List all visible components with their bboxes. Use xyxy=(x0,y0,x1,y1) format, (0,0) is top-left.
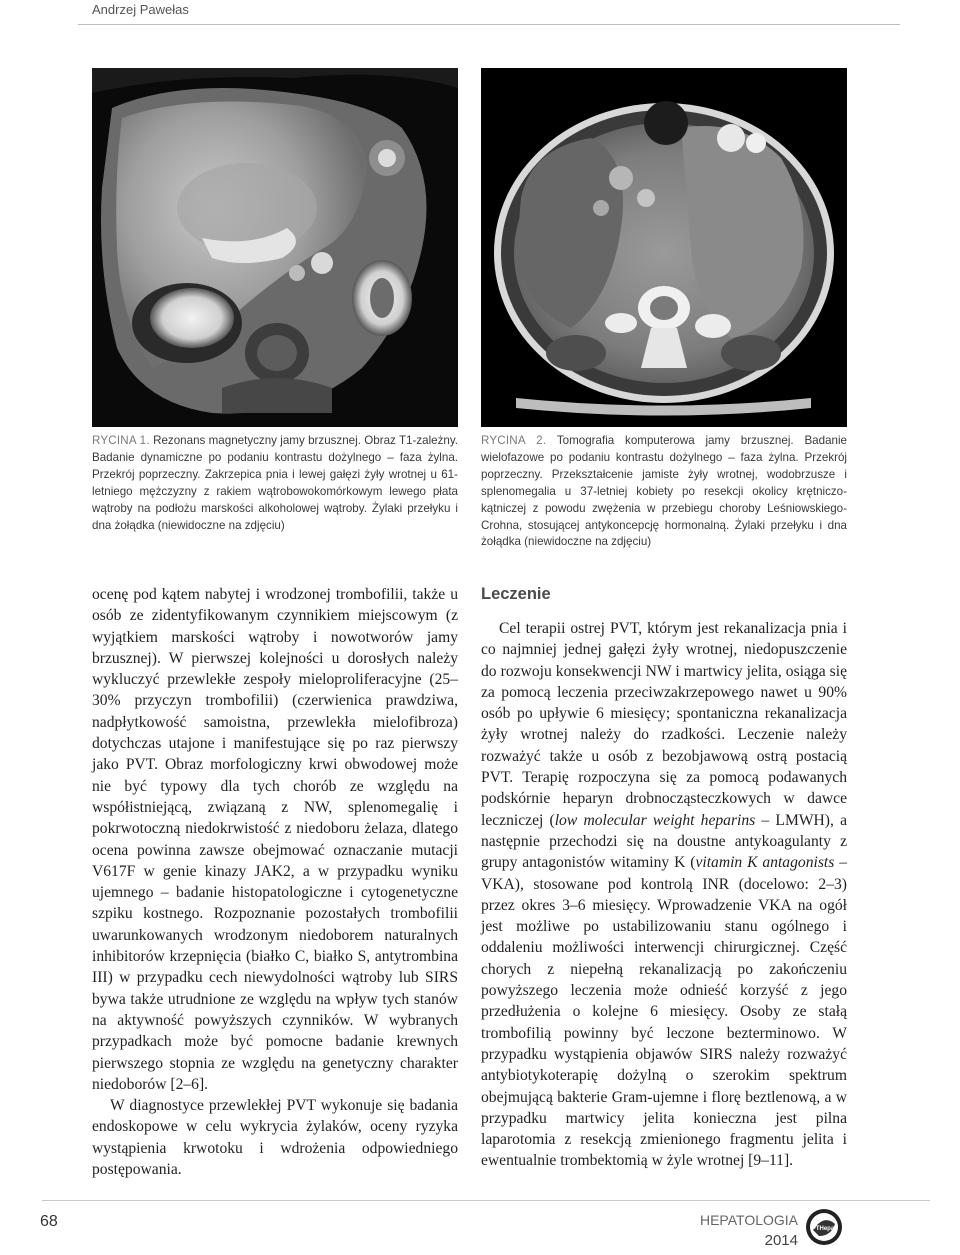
figure-2-caption-text: Tomografia komputerowa jamy brzusznej. Badanie wielofazowe po podaniu kontrastu dożylnego – faza żylna. Przekrój poprzeczny. Przekształcenie jamiste żyły wrotnej, wodobrzusze i splenomegalia u 37-letniej kobiety po resekcji okolicy krętniczo-kątniczej z powodu zwężenia w przebiegu choroby Leśniowskiego-Crohna, stosującej antykoncepcję hormonalną. Żylaki przełyku i dna żołądka (niewidoczne na zdjęciu) xyxy=(481,434,847,549)
text-run: – LMWH), a następnie przechodzi się na doustne antykoagulanty z grupy antagonistów witaminy K ( xyxy=(481,811,847,872)
footer-rule xyxy=(42,1200,930,1201)
header-rule xyxy=(78,24,900,25)
body-right-column xyxy=(481,584,847,1172)
figure-2-ct-image xyxy=(481,68,847,427)
figure-1-label: RYCINA 1. xyxy=(92,434,150,447)
figure-2-caption xyxy=(481,433,847,551)
journal-year: 2014 xyxy=(764,1232,798,1249)
section-heading-leczenie: Leczenie xyxy=(481,585,551,603)
text-run: Cel terapii ostrej PVT, którym jest rekanalizacja pnia i co najmniej jednej gałęzi żyły wrotnej, niedopuszczenie do rozwoju konsekwencji NW i martwicy jelita, osiąga się za pomocą leczenia przeciwzakrzepowego nawet u 90% osób po upływie 6 miesięcy; spontaniczna rekanalizacja żyły wrotnej należy do rzadkości. Leczenie należy rozważyć także u osób z bezobjawową ostrą postacią PVT. Terapię rozpoczyna się za pomocą podawanych podskórnie heparyn drobnocząsteczkowych w dawce leczniczej ( xyxy=(481,620,847,829)
figure-1-mri-image xyxy=(92,68,458,427)
italic-term: low molecular weight heparins xyxy=(554,811,756,829)
body-paragraph: ocenę pod kątem nabytej i wrodzonej trombofilii, także u osób ze zidentyfikowanym czynnikiem miejscowym (z wyjątkiem marskości wątroby i nowotworów jamy brzusznej). W pierwszej kolejności u dorosłych należy wykluczyć przewlekłe zespoły mieloproliferacyjne (25–30% przyczyn trombofilii) (czerwienica prawdziwa, nadpłytkowość samoistna, przewlekła mielofibroza) dotychczas utajone i manifestujące się po raz pierwszy jako PVT. Obraz morfologiczny krwi obwodowej może nie być typowy dla tych chorób ze względu na współistniejącą, związaną z NW, splenomegalię i pokrwotoczną niedokrwistość z niedoboru żelaza, dlatego ocena powinna zawsze obejmować oznaczanie mutacji V617F w genie kinazy JAK2, a w przypadku wyniku ujemnego – badanie histopatologiczne i cytogenetyczne szpiku kostnego. Rozpoznanie pozostałych trombofilii uwarunkowanych wrodzonym niedoborem naturalnych inhibitorów krzepnięcia (białko C, białko S, antytrombina III) w przypadku cech niewydolności wątroby lub SIRS bywa także utrudnione ze względu na wpływ tych stanów na aktywność powyższych czynników. W wybranych przypadkach może być pomocne badanie krewnych pierwszego stopnia ze względu na genetyczny charakter niedoborów [2–6]. xyxy=(92,586,458,1093)
journal-logo-icon xyxy=(805,1208,843,1246)
body-paragraph xyxy=(481,618,847,1172)
figure-2-label: RYCINA 2. xyxy=(481,434,547,447)
figure-1-caption-text: Rezonans magnetyczny jamy brzusznej. Obraz T1-zależny. Badanie dynamiczne po podaniu kontrastu dożylnego – faza żylna. Przekrój poprzeczny. Zakrzepica pnia i lewej gałęzi żyły wrotnej u 61-letniego mężczyzny z rakiem wątrobowokomórkowym lewego płata wątroby na podłożu marskości alkoholowej wątroby. Żylaki przełyku i dna żołądka (niewidoczne na zdjęciu) xyxy=(92,434,459,532)
page-number: 68 xyxy=(40,1213,58,1230)
logo-text: PTHepat xyxy=(811,1226,837,1232)
text-run: – VKA), stosowane pod kontrolą INR (docelowo: 2–3) przez okres 3–6 miesięcy. Wprowadzenie VKA na ogół jest możliwe po ustabilizowaniu stanu ogólnego i oddaleniu możliwości interwencji chirurgicznej. Część chorych z niepełną rekanalizacją po zakończeniu powyższego leczenia może odnieść korzyść z jego przedłużenia o kolejne 6 miesięcy. Osoby ze stałą trombofilią powinny być leczone bezterminowo. W przypadku wystąpienia objawów SIRS należy rozważyć antybiotykoterapię dożylną o szerokim spektrum obejmującą bakterie Gram-ujemne i florę beztlenową, a w przypadku martwicy jelita konieczna jest pilna laparotomia z resekcją zmienionego fragmentu jelita i ewentualnie trombektomią w żyle wrotnej [9–11]. xyxy=(481,854,847,1170)
italic-term: vitamin K antagonists xyxy=(695,854,835,872)
body-paragraph: W diagnostyce przewlekłej PVT wykonuje się badania endoskopowe w celu wykrycia żylaków, oceny ryzyka wystąpienia krwotoku i wdrożenia odpowiedniego postępowania. xyxy=(92,1097,458,1179)
figure-1-caption xyxy=(92,433,458,534)
body-left-column xyxy=(92,584,458,1180)
journal-name: HEPATOLOGIA xyxy=(699,1212,798,1228)
running-head: Andrzej Pawełas xyxy=(92,2,189,17)
